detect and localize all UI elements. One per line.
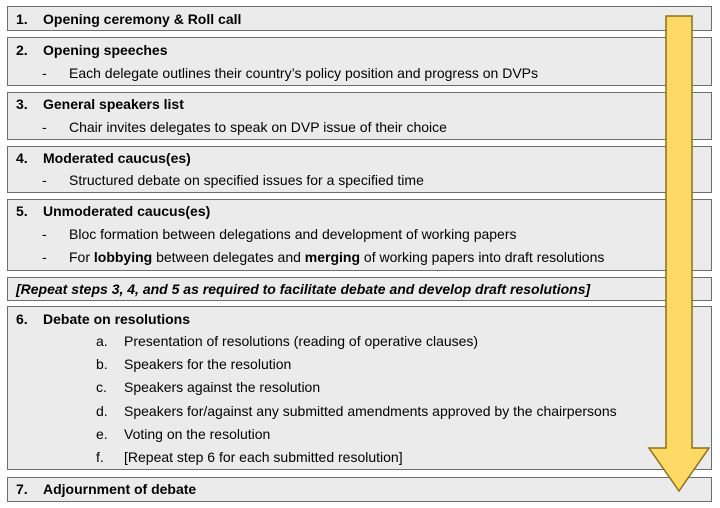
sub-item-letter: d. <box>96 403 108 419</box>
step-title: General speakers list <box>43 96 184 112</box>
detail-text: of working papers into draft resolutions <box>360 249 605 265</box>
flow-arrow <box>649 16 709 491</box>
step-number: 7. <box>16 481 28 497</box>
sub-item-text: Speakers for the resolution <box>124 356 292 372</box>
bullet-dash: - <box>42 226 47 242</box>
step-title: Opening ceremony & Roll call <box>43 11 242 27</box>
step-title: Unmoderated caucus(es) <box>43 203 211 219</box>
repeat-note: [Repeat steps 3, 4, and 5 as required to facilitate debate and develop draft resolutions] <box>16 281 591 297</box>
step-number: 2. <box>16 42 28 58</box>
step-number: 1. <box>16 11 28 27</box>
sub-item-text: Voting on the resolution <box>124 426 271 442</box>
step-detail: Chair invites delegates to speak on DVP issue of their choice <box>69 119 447 135</box>
sub-item-letter: b. <box>96 356 108 372</box>
step-detail: Each delegate outlines their country’s policy position and progress on DVPs <box>69 65 539 81</box>
sub-item-letter: c. <box>96 379 107 395</box>
step-title: Opening speeches <box>43 42 168 58</box>
sub-item-letter: f. <box>96 449 104 465</box>
step-number: 3. <box>16 96 28 112</box>
step-number: 4. <box>16 150 28 166</box>
sub-item-text: Speakers for/against any submitted amendments approved by the chairpersons <box>124 403 617 419</box>
detail-text: For <box>69 249 94 265</box>
detail-emphasis-lobbying: lobbying <box>93 249 153 265</box>
step-title: Adjournment of debate <box>43 481 197 497</box>
sub-item-letter: a. <box>96 333 108 349</box>
bullet-dash: - <box>42 65 47 81</box>
step-title: Moderated caucus(es) <box>43 150 191 166</box>
sub-item-text: Speakers against the resolution <box>124 379 321 395</box>
step-title: Debate on resolutions <box>43 311 191 327</box>
sub-item-letter: e. <box>96 426 108 442</box>
step-detail: Bloc formation between delegations and development of working papers <box>69 226 517 242</box>
detail-text: between delegates and <box>152 249 305 265</box>
bullet-dash: - <box>42 119 47 135</box>
sub-item-text: [Repeat step 6 for each submitted resolution] <box>124 449 403 465</box>
bullet-dash: - <box>42 172 47 188</box>
sub-item-text: Presentation of resolutions (reading of operative clauses) <box>124 333 479 349</box>
step-number: 6. <box>16 311 28 327</box>
step-number: 5. <box>16 203 28 219</box>
detail-emphasis-merging: merging <box>304 249 361 265</box>
step-detail: Structured debate on specified issues for a specified time <box>69 172 424 188</box>
bullet-dash: - <box>42 249 47 265</box>
